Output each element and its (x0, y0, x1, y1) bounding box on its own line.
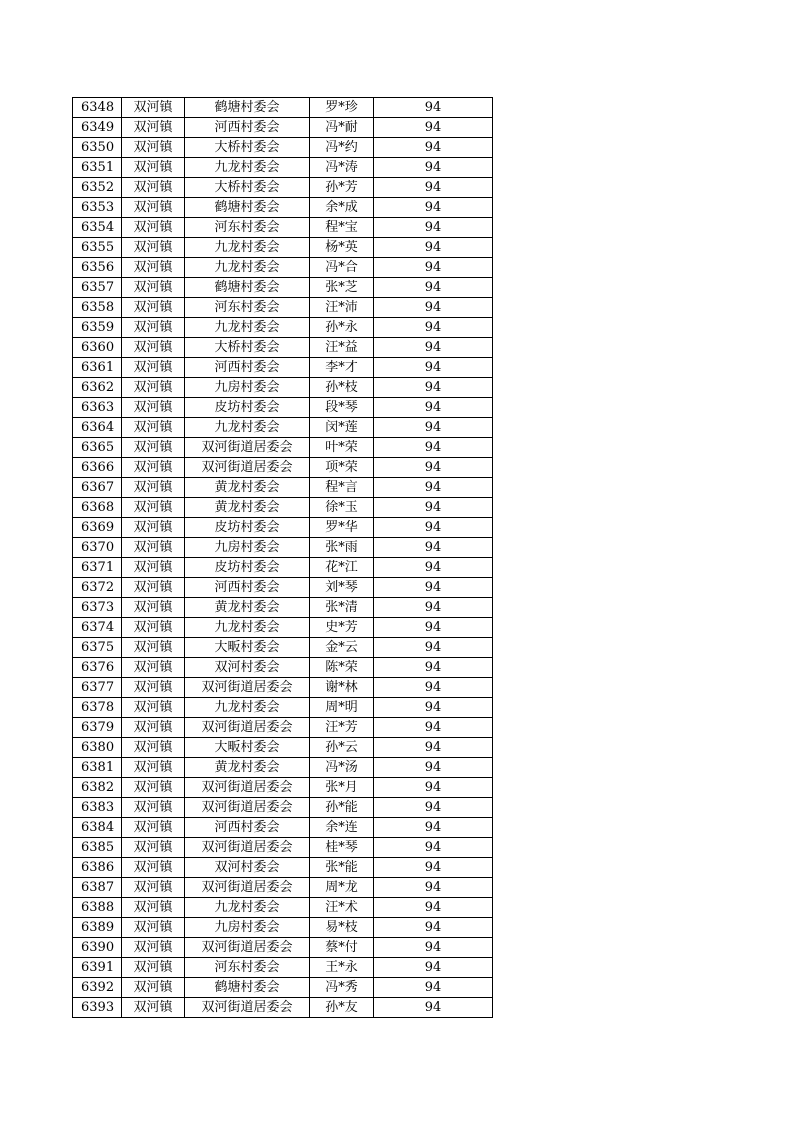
row-number-cell: 6353 (73, 198, 122, 218)
score-cell: 94 (374, 178, 493, 198)
table-row (73, 898, 493, 918)
row-number-cell: 6392 (73, 978, 122, 998)
row-number-cell: 6357 (73, 278, 122, 298)
row-number-cell: 6354 (73, 218, 122, 238)
score-cell: 94 (374, 98, 493, 118)
village-committee-cell: 双河街道居委会 (185, 878, 310, 898)
village-committee-cell: 双河村委会 (185, 858, 310, 878)
row-number-cell: 6361 (73, 358, 122, 378)
name-cell: 冯*汤 (310, 758, 374, 778)
score-cell: 94 (374, 718, 493, 738)
table-row (73, 238, 493, 258)
village-committee-cell: 双河街道居委会 (185, 998, 310, 1018)
row-number-cell: 6374 (73, 618, 122, 638)
name-cell: 孙*永 (310, 318, 374, 338)
score-cell: 94 (374, 878, 493, 898)
village-committee-cell: 九龙村委会 (185, 418, 310, 438)
row-number-cell: 6371 (73, 558, 122, 578)
village-committee-cell: 九龙村委会 (185, 258, 310, 278)
town-cell: 双河镇 (122, 758, 185, 778)
name-cell: 陈*荣 (310, 658, 374, 678)
table-row (73, 698, 493, 718)
name-cell: 谢*林 (310, 678, 374, 698)
town-cell: 双河镇 (122, 258, 185, 278)
village-committee-cell: 双河街道居委会 (185, 838, 310, 858)
score-cell: 94 (374, 338, 493, 358)
name-cell: 汪*沛 (310, 298, 374, 318)
table-row (73, 998, 493, 1018)
row-number-cell: 6378 (73, 698, 122, 718)
name-cell: 项*荣 (310, 458, 374, 478)
village-committee-cell: 黄龙村委会 (185, 478, 310, 498)
table-row (73, 478, 493, 498)
table-row (73, 178, 493, 198)
town-cell: 双河镇 (122, 598, 185, 618)
table-row (73, 258, 493, 278)
score-cell: 94 (374, 538, 493, 558)
name-cell: 蔡*付 (310, 938, 374, 958)
row-number-cell: 6356 (73, 258, 122, 278)
town-cell: 双河镇 (122, 878, 185, 898)
town-cell: 双河镇 (122, 438, 185, 458)
village-committee-cell: 九龙村委会 (185, 618, 310, 638)
town-cell: 双河镇 (122, 838, 185, 858)
town-cell: 双河镇 (122, 938, 185, 958)
score-cell: 94 (374, 658, 493, 678)
name-cell: 汪*术 (310, 898, 374, 918)
village-committee-cell: 皮坊村委会 (185, 518, 310, 538)
table-row (73, 718, 493, 738)
town-cell: 双河镇 (122, 898, 185, 918)
score-cell: 94 (374, 418, 493, 438)
village-committee-cell: 大桥村委会 (185, 178, 310, 198)
table-row (73, 638, 493, 658)
score-cell: 94 (374, 738, 493, 758)
name-cell: 张*芝 (310, 278, 374, 298)
row-number-cell: 6349 (73, 118, 122, 138)
score-cell: 94 (374, 758, 493, 778)
village-committee-cell: 大桥村委会 (185, 138, 310, 158)
table-row (73, 598, 493, 618)
village-committee-cell: 黄龙村委会 (185, 598, 310, 618)
row-number-cell: 6379 (73, 718, 122, 738)
row-number-cell: 6364 (73, 418, 122, 438)
name-cell: 罗*华 (310, 518, 374, 538)
village-committee-cell: 鹤塘村委会 (185, 278, 310, 298)
table-row (73, 398, 493, 418)
table-row (73, 338, 493, 358)
score-cell: 94 (374, 958, 493, 978)
table-row (73, 818, 493, 838)
village-committee-cell: 双河街道居委会 (185, 798, 310, 818)
table-row (73, 418, 493, 438)
score-cell: 94 (374, 318, 493, 338)
score-cell: 94 (374, 438, 493, 458)
village-committee-cell: 鹤塘村委会 (185, 198, 310, 218)
village-committee-cell: 河西村委会 (185, 358, 310, 378)
row-number-cell: 6369 (73, 518, 122, 538)
name-cell: 杨*英 (310, 238, 374, 258)
score-cell: 94 (374, 458, 493, 478)
table-row (73, 358, 493, 378)
row-number-cell: 6373 (73, 598, 122, 618)
row-number-cell: 6359 (73, 318, 122, 338)
village-committee-cell: 双河村委会 (185, 658, 310, 678)
row-number-cell: 6384 (73, 818, 122, 838)
row-number-cell: 6381 (73, 758, 122, 778)
table-row (73, 658, 493, 678)
score-cell: 94 (374, 258, 493, 278)
village-committee-cell: 河东村委会 (185, 958, 310, 978)
table-row (73, 838, 493, 858)
score-cell: 94 (374, 778, 493, 798)
name-cell: 李*才 (310, 358, 374, 378)
town-cell: 双河镇 (122, 618, 185, 638)
town-cell: 双河镇 (122, 318, 185, 338)
row-number-cell: 6393 (73, 998, 122, 1018)
table-row (73, 958, 493, 978)
village-committee-cell: 大畈村委会 (185, 738, 310, 758)
score-cell: 94 (374, 498, 493, 518)
town-cell: 双河镇 (122, 738, 185, 758)
table-row (73, 438, 493, 458)
name-cell: 程*言 (310, 478, 374, 498)
name-cell: 孙*枝 (310, 378, 374, 398)
score-cell: 94 (374, 298, 493, 318)
village-committee-cell: 双河街道居委会 (185, 678, 310, 698)
score-cell: 94 (374, 858, 493, 878)
town-cell: 双河镇 (122, 718, 185, 738)
name-cell: 桂*琴 (310, 838, 374, 858)
town-cell: 双河镇 (122, 198, 185, 218)
score-cell: 94 (374, 238, 493, 258)
name-cell: 易*枝 (310, 918, 374, 938)
name-cell: 周*明 (310, 698, 374, 718)
town-cell: 双河镇 (122, 998, 185, 1018)
name-cell: 段*琴 (310, 398, 374, 418)
table-row (73, 578, 493, 598)
row-number-cell: 6376 (73, 658, 122, 678)
score-cell: 94 (374, 918, 493, 938)
name-cell: 冯*约 (310, 138, 374, 158)
row-number-cell: 6390 (73, 938, 122, 958)
name-cell: 余*连 (310, 818, 374, 838)
row-number-cell: 6348 (73, 98, 122, 118)
name-cell: 王*永 (310, 958, 374, 978)
table-row (73, 738, 493, 758)
score-cell: 94 (374, 578, 493, 598)
name-cell: 冯*涛 (310, 158, 374, 178)
row-number-cell: 6350 (73, 138, 122, 158)
name-cell: 孙*芳 (310, 178, 374, 198)
table-row (73, 218, 493, 238)
town-cell: 双河镇 (122, 638, 185, 658)
village-committee-cell: 河西村委会 (185, 578, 310, 598)
village-committee-cell: 大桥村委会 (185, 338, 310, 358)
village-committee-cell: 九龙村委会 (185, 898, 310, 918)
row-number-cell: 6377 (73, 678, 122, 698)
town-cell: 双河镇 (122, 338, 185, 358)
town-cell: 双河镇 (122, 918, 185, 938)
score-cell: 94 (374, 138, 493, 158)
name-cell: 冯*合 (310, 258, 374, 278)
row-number-cell: 6368 (73, 498, 122, 518)
score-cell: 94 (374, 998, 493, 1018)
village-committee-cell: 黄龙村委会 (185, 758, 310, 778)
town-cell: 双河镇 (122, 558, 185, 578)
score-cell: 94 (374, 678, 493, 698)
score-cell: 94 (374, 218, 493, 238)
table-row (73, 798, 493, 818)
row-number-cell: 6380 (73, 738, 122, 758)
village-committee-cell: 双河街道居委会 (185, 778, 310, 798)
score-cell: 94 (374, 118, 493, 138)
score-cell: 94 (374, 598, 493, 618)
score-cell: 94 (374, 838, 493, 858)
village-committee-cell: 皮坊村委会 (185, 558, 310, 578)
town-cell: 双河镇 (122, 798, 185, 818)
name-cell: 冯*秀 (310, 978, 374, 998)
village-committee-cell: 九房村委会 (185, 918, 310, 938)
score-cell: 94 (374, 818, 493, 838)
table-row (73, 678, 493, 698)
table-row (73, 158, 493, 178)
score-cell: 94 (374, 698, 493, 718)
score-cell: 94 (374, 398, 493, 418)
row-number-cell: 6365 (73, 438, 122, 458)
town-cell: 双河镇 (122, 358, 185, 378)
table-row (73, 138, 493, 158)
town-cell: 双河镇 (122, 218, 185, 238)
score-cell: 94 (374, 378, 493, 398)
town-cell: 双河镇 (122, 98, 185, 118)
village-committee-cell: 河东村委会 (185, 298, 310, 318)
name-cell: 余*成 (310, 198, 374, 218)
town-cell: 双河镇 (122, 778, 185, 798)
town-cell: 双河镇 (122, 238, 185, 258)
row-number-cell: 6370 (73, 538, 122, 558)
score-cell: 94 (374, 938, 493, 958)
town-cell: 双河镇 (122, 118, 185, 138)
name-cell: 周*龙 (310, 878, 374, 898)
row-number-cell: 6375 (73, 638, 122, 658)
town-cell: 双河镇 (122, 698, 185, 718)
village-committee-cell: 黄龙村委会 (185, 498, 310, 518)
town-cell: 双河镇 (122, 518, 185, 538)
name-cell: 程*宝 (310, 218, 374, 238)
town-cell: 双河镇 (122, 298, 185, 318)
village-committee-cell: 大畈村委会 (185, 638, 310, 658)
row-number-cell: 6388 (73, 898, 122, 918)
row-number-cell: 6362 (73, 378, 122, 398)
name-cell: 史*芳 (310, 618, 374, 638)
table-row (73, 278, 493, 298)
score-cell: 94 (374, 278, 493, 298)
row-number-cell: 6351 (73, 158, 122, 178)
town-cell: 双河镇 (122, 678, 185, 698)
table-row (73, 378, 493, 398)
name-cell: 刘*琴 (310, 578, 374, 598)
village-committee-cell: 鹤塘村委会 (185, 978, 310, 998)
row-number-cell: 6360 (73, 338, 122, 358)
table-row (73, 518, 493, 538)
village-committee-cell: 双河街道居委会 (185, 438, 310, 458)
row-number-cell: 6386 (73, 858, 122, 878)
table-row (73, 458, 493, 478)
town-cell: 双河镇 (122, 378, 185, 398)
village-committee-cell: 双河街道居委会 (185, 458, 310, 478)
name-cell: 闵*莲 (310, 418, 374, 438)
name-cell: 冯*耐 (310, 118, 374, 138)
table-row (73, 198, 493, 218)
town-cell: 双河镇 (122, 278, 185, 298)
table-row (73, 878, 493, 898)
row-number-cell: 6385 (73, 838, 122, 858)
score-cell: 94 (374, 358, 493, 378)
name-cell: 徐*玉 (310, 498, 374, 518)
name-cell: 汪*益 (310, 338, 374, 358)
table-row (73, 978, 493, 998)
row-number-cell: 6372 (73, 578, 122, 598)
table-row (73, 938, 493, 958)
row-number-cell: 6383 (73, 798, 122, 818)
table-row (73, 118, 493, 138)
table-row (73, 778, 493, 798)
town-cell: 双河镇 (122, 578, 185, 598)
row-number-cell: 6366 (73, 458, 122, 478)
score-cell: 94 (374, 798, 493, 818)
name-cell: 孙*友 (310, 998, 374, 1018)
town-cell: 双河镇 (122, 158, 185, 178)
table-body (73, 98, 493, 1018)
row-number-cell: 6387 (73, 878, 122, 898)
score-cell: 94 (374, 558, 493, 578)
village-committee-cell: 九龙村委会 (185, 318, 310, 338)
village-committee-cell: 双河街道居委会 (185, 938, 310, 958)
table-row (73, 498, 493, 518)
table-row (73, 98, 493, 118)
table-row (73, 538, 493, 558)
name-cell: 罗*珍 (310, 98, 374, 118)
village-committee-cell: 河西村委会 (185, 118, 310, 138)
town-cell: 双河镇 (122, 978, 185, 998)
name-cell: 孙*能 (310, 798, 374, 818)
town-cell: 双河镇 (122, 538, 185, 558)
row-number-cell: 6358 (73, 298, 122, 318)
village-committee-cell: 九龙村委会 (185, 238, 310, 258)
score-cell: 94 (374, 478, 493, 498)
row-number-cell: 6352 (73, 178, 122, 198)
village-committee-cell: 河东村委会 (185, 218, 310, 238)
row-number-cell: 6382 (73, 778, 122, 798)
town-cell: 双河镇 (122, 818, 185, 838)
name-cell: 汪*芳 (310, 718, 374, 738)
row-number-cell: 6363 (73, 398, 122, 418)
town-cell: 双河镇 (122, 398, 185, 418)
town-cell: 双河镇 (122, 458, 185, 478)
name-cell: 叶*荣 (310, 438, 374, 458)
score-cell: 94 (374, 978, 493, 998)
village-committee-cell: 鹤塘村委会 (185, 98, 310, 118)
town-cell: 双河镇 (122, 858, 185, 878)
name-cell: 金*云 (310, 638, 374, 658)
town-cell: 双河镇 (122, 478, 185, 498)
town-cell: 双河镇 (122, 498, 185, 518)
data-table (72, 97, 493, 1018)
name-cell: 张*雨 (310, 538, 374, 558)
village-committee-cell: 皮坊村委会 (185, 398, 310, 418)
village-committee-cell: 双河街道居委会 (185, 718, 310, 738)
village-committee-cell: 河西村委会 (185, 818, 310, 838)
table-row (73, 918, 493, 938)
name-cell: 花*江 (310, 558, 374, 578)
score-cell: 94 (374, 158, 493, 178)
town-cell: 双河镇 (122, 658, 185, 678)
name-cell: 张*月 (310, 778, 374, 798)
table-row (73, 298, 493, 318)
name-cell: 张*能 (310, 858, 374, 878)
table-row (73, 318, 493, 338)
town-cell: 双河镇 (122, 958, 185, 978)
row-number-cell: 6367 (73, 478, 122, 498)
village-committee-cell: 九龙村委会 (185, 158, 310, 178)
table-row (73, 618, 493, 638)
score-cell: 94 (374, 618, 493, 638)
table-row (73, 758, 493, 778)
table-row (73, 858, 493, 878)
table-row (73, 558, 493, 578)
town-cell: 双河镇 (122, 178, 185, 198)
score-cell: 94 (374, 518, 493, 538)
village-committee-cell: 九龙村委会 (185, 698, 310, 718)
name-cell: 张*清 (310, 598, 374, 618)
village-committee-cell: 九房村委会 (185, 538, 310, 558)
town-cell: 双河镇 (122, 418, 185, 438)
name-cell: 孙*云 (310, 738, 374, 758)
row-number-cell: 6389 (73, 918, 122, 938)
row-number-cell: 6391 (73, 958, 122, 978)
village-committee-cell: 九房村委会 (185, 378, 310, 398)
score-cell: 94 (374, 898, 493, 918)
row-number-cell: 6355 (73, 238, 122, 258)
score-cell: 94 (374, 198, 493, 218)
town-cell: 双河镇 (122, 138, 185, 158)
score-cell: 94 (374, 638, 493, 658)
